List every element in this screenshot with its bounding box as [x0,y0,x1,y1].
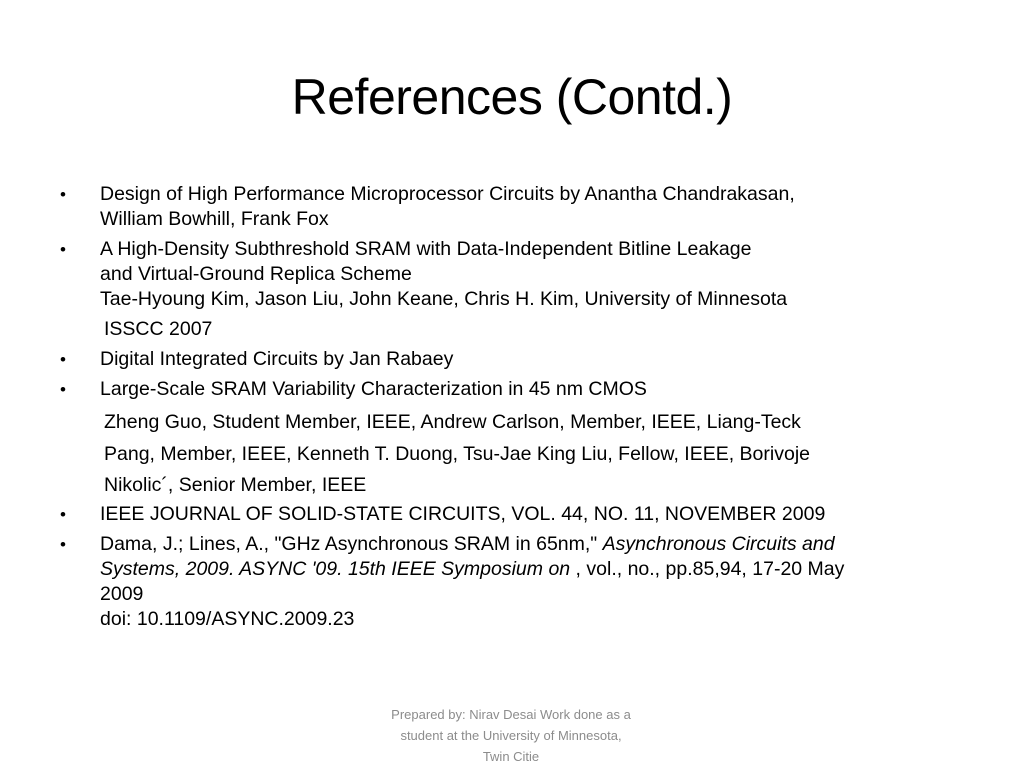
footer-line: Prepared by: Nirav Desai Work done as a [391,707,631,722]
reference-line: Large-Scale SRAM Variability Characterization in 45 nm CMOS [100,378,647,400]
reference-venue: ISSCC 2007 [104,318,213,340]
reference-line: and Virtual-Ground Replica Scheme [100,263,412,285]
reference-line: Design of High Performance Microprocessor Circuits by Anantha Chandrakasan, [100,183,795,205]
reference-text: Dama, J.; Lines, A., "GHz Asynchronous SRAM in 65nm," [100,532,603,555]
reference-line [100,532,978,557]
reference-line: A High-Density Subthreshold SRAM with Data-Independent Bitline Leakage [100,238,752,260]
reference-line: IEEE JOURNAL OF SOLID-STATE CIRCUITS, VOL. 44, NO. 11, NOVEMBER 2009 [100,502,826,525]
bullet-icon: • [60,504,66,524]
references-list [58,182,978,637]
bullet-icon: • [60,350,66,369]
reference-venue-italic: Asynchronous Circuits and [602,532,835,555]
reference-line: William Bowhill, Frank Fox [100,208,329,230]
reference-authors: Zheng Guo, Student Member, IEEE, Andrew Carlson, Member, IEEE, Liang-Teck [104,411,801,433]
bullet-icon: • [60,240,66,259]
reference-line [100,557,978,582]
reference-line: Tae-Hyoung Kim, Jason Liu, John Keane, Chris H. Kim, University of Minnesota [100,288,788,310]
list-item [58,532,978,632]
reference-line: 2009 [100,582,144,605]
reference-authors: Nikolic´, Senior Member, IEEE [104,474,367,496]
footer-line: Twin Citie [482,749,540,764]
reference-venue-italic: Systems, 2009. ASYNC '09. 15th IEEE Symposium on [100,557,571,580]
slide-title: References (Contd.) [291,69,733,125]
reference-line: Digital Integrated Circuits by Jan Rabaey [100,348,454,370]
bullet-icon: • [60,380,66,399]
list-item [58,182,978,232]
bullet-icon: • [60,534,66,554]
footer-line: student at the University of Minnesota, [400,728,622,743]
list-item [58,502,978,527]
reference-doi: doi: 10.1109/ASYNC.2009.23 [100,607,355,630]
reference-authors: Pang, Member, IEEE, Kenneth T. Duong, Tsu-Jae King Liu, Fellow, IEEE, Borivoje [104,442,810,465]
reference-text: , vol., no., pp.85,94, 17-20 May [570,557,845,580]
list-item [58,347,978,372]
bullet-icon: • [60,185,66,204]
list-item [58,377,978,402]
list-item [58,237,978,312]
slide-footer [362,704,660,767]
